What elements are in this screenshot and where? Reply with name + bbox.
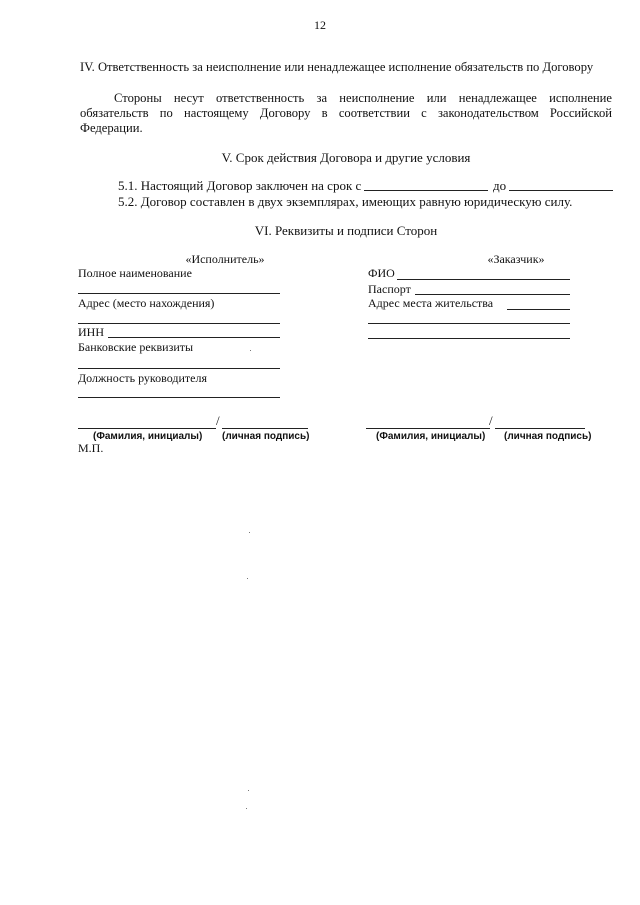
term-start-field[interactable] (364, 190, 488, 191)
customer-fio-label: ФИО (368, 266, 395, 280)
executor-inn-field[interactable] (108, 337, 280, 338)
executor-slash: / (216, 413, 220, 428)
executor-head-position-field[interactable] (78, 397, 280, 398)
customer-name-caption: (Фамилия, инициалы) (376, 431, 486, 442)
scan-speck (250, 350, 251, 351)
executor-full-name-label: Полное наименование (78, 266, 192, 280)
page-number: 12 (314, 18, 326, 32)
executor-name-caption: (Фамилия, инициалы) (93, 431, 203, 442)
term-clause (118, 178, 361, 193)
customer-residence-label: Адрес места жительства (368, 296, 494, 310)
term-end-field[interactable] (509, 190, 613, 191)
scan-speck (248, 790, 249, 791)
customer-personal-signature-field[interactable] (495, 428, 585, 429)
executor-full-name-field[interactable] (78, 293, 280, 294)
customer-name-signature-field[interactable] (366, 428, 490, 429)
executor-head-position-label: Должность руководителя (78, 371, 207, 385)
executor-name-signature-field[interactable] (78, 428, 216, 429)
customer-residence-field-1[interactable] (507, 309, 570, 310)
scan-speck (246, 808, 247, 809)
copies-clause: 5.2. Договор составлен в двух экземплярах, имеющих равную юридическую силу. (118, 194, 573, 209)
scan-speck (249, 532, 250, 533)
executor-signature-caption: (личная подпись) (222, 431, 310, 442)
stamp-place: М.П. (78, 441, 104, 455)
customer-passport-field[interactable] (415, 294, 570, 295)
executor-personal-signature-field[interactable] (222, 428, 308, 429)
executor-address-field[interactable] (78, 323, 280, 324)
executor-bank-field[interactable] (78, 368, 280, 369)
term-to-label: до (493, 178, 507, 193)
section-5-heading: V. Срок действия Договора и другие условия (221, 150, 471, 165)
executor-title: «Исполнитель» (185, 252, 265, 266)
executor-bank-label: Банковские реквизиты (78, 340, 194, 354)
executor-inn-label: ИНН (78, 325, 104, 339)
section-4-paragraph: Стороны несут ответственность за неисполнение или ненадлежащее исполнение обязательств по настоящему Договору в соответствии с законодательством Российской Федерации. (80, 91, 612, 135)
customer-slash: / (489, 413, 493, 428)
customer-fio-field[interactable] (397, 279, 570, 280)
section-6-heading: VI. Реквизиты и подписи Сторон (254, 223, 438, 238)
section-4-heading: IV. Ответственность за неисполнение или ненадлежащее исполнение обязательств по Договору (80, 60, 594, 74)
customer-signature-caption: (личная подпись) (504, 431, 592, 442)
scan-speck (247, 578, 248, 579)
customer-passport-label: Паспорт (368, 282, 411, 296)
customer-residence-field-3[interactable] (368, 338, 570, 339)
term-clause-text: 5.1. Настоящий Договор заключен на срок с (118, 178, 362, 193)
customer-residence-field-2[interactable] (368, 323, 570, 324)
customer-title: «Заказчик» (487, 252, 545, 266)
executor-address-label: Адрес (место нахождения) (78, 296, 215, 310)
